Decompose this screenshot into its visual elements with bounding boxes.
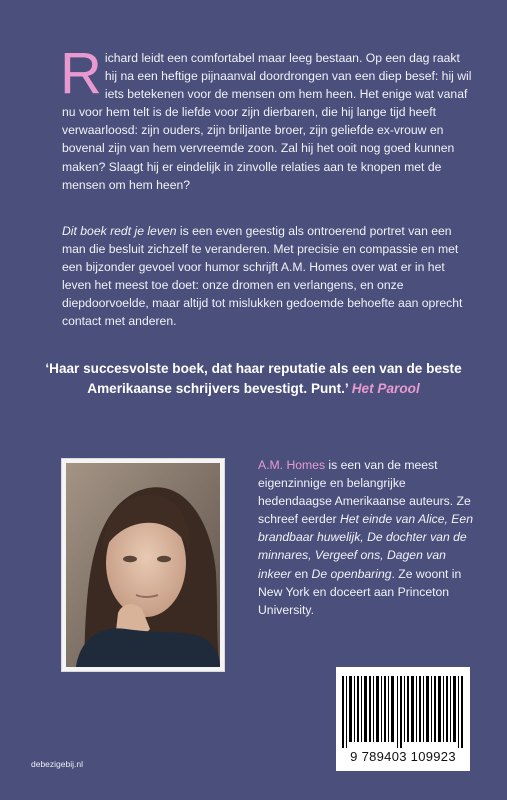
publisher-website: debezigebij.nl	[31, 759, 83, 769]
bio-text-and: en	[291, 566, 312, 581]
bio-text: is een van de meest eigenzinnige en belangrijke hedendaagse Amerikaanse auteurs. Ze schreef eerder	[258, 458, 471, 527]
author-name: A.M. Homes	[258, 458, 326, 472]
author-photo	[66, 463, 220, 667]
isbn-number: 9 789403 109923	[350, 749, 456, 764]
author-photo-frame	[61, 458, 225, 672]
quote-source: Het Parool	[351, 380, 420, 396]
description-paragraph	[62, 222, 472, 331]
intro-paragraph	[60, 41, 472, 194]
author-bio	[258, 456, 473, 619]
description-text: is een even geestig als ontroerend portret van een man die besluit zichzelf te veranderen. Met precisie en compassie en met een bijzonder gevoel voor humor schrijft A.M. Homes over wat er in het leven het meest toe doet: onze dromen en verlangens, en onze diepdoorvoelde, maar altijd tot mislukken gedoemde behoefte aan oprecht contact met anderen.	[62, 224, 463, 329]
bio-text-end: . Ze woont in New York en doceert aan Princeton University.	[258, 566, 462, 617]
barcode-bars	[342, 676, 464, 748]
intro-text: ichard leidt een comfortabel maar leeg bestaan. Op een dag raakt hij na een heftige pijnaanval doordrongen van een diep besef: hij wil iets betekenen voor de mensen om hem heen. Het enige wat vanaf nu voor hem telt is de liefde voor zijn dierbaren, die hij lange tijd heeft verwaarloosd: zijn ouders, zijn briljante broer, zijn geliefde ex-vrouw en bovenal zijn van hem vervreemde zoon. Zal hij het ooit nog goed kunnen maken? Slaagt hij er eindelijk in zinvolle relaties aan te knopen met de mensen om hem heen?	[62, 51, 472, 192]
bio-last-book: De openbaring	[311, 566, 392, 581]
bio-books: Het einde van Alice, Een brandbaar huwelijk, De dochter van de minnares, Vergeef ons, Dagen van inkeer	[258, 512, 473, 581]
quote-text: ‘Haar succesvolste boek, dat haar reputatie als een van de beste Amerikaanse schrijvers bevestigt. Punt.’	[45, 361, 462, 396]
barcode	[336, 667, 470, 771]
author-portrait-image	[66, 463, 220, 667]
drop-cap: R	[60, 41, 102, 106]
book-title: Dit boek redt je leven	[62, 224, 177, 238]
press-quote	[40, 359, 467, 398]
